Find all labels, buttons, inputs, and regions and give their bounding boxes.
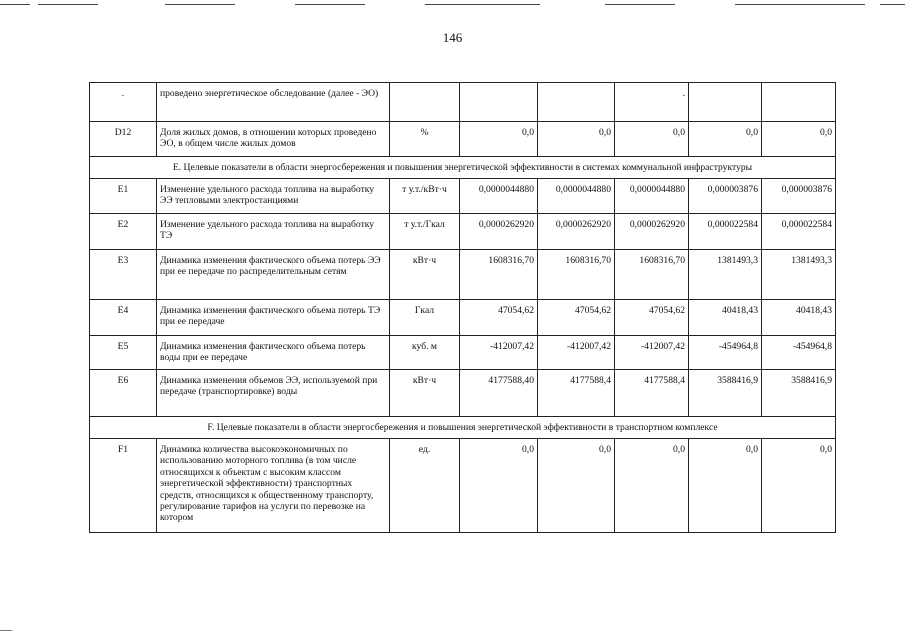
value-cell: 0,0 <box>460 439 538 533</box>
value-cell: 0,0000262920 <box>538 214 615 250</box>
value-cell: 0,0 <box>460 122 538 157</box>
indicator-name: Изменение удельного расхода топлива на выработку ЭЭ тепловыми электростанциями <box>157 179 390 214</box>
value-cell: -454964,8 <box>689 336 762 370</box>
value-cell <box>538 83 615 122</box>
value-cell <box>762 83 836 122</box>
indicator-code: D12 <box>90 122 157 157</box>
value-cell: 0,0000262920 <box>460 214 538 250</box>
indicator-code: . <box>90 83 157 122</box>
table-row <box>90 83 836 122</box>
value-cell: 0,0 <box>689 439 762 533</box>
value-cell: -454964,8 <box>762 336 836 370</box>
page-number: 146 <box>442 30 463 45</box>
value-cell: 0,0000044880 <box>460 179 538 214</box>
indicator-code: F1 <box>90 439 157 533</box>
indicator-name: Динамика изменения фактического объема потерь ЭЭ при ее передаче по распределительным сетям <box>157 250 390 300</box>
value-cell: 0,0 <box>762 122 836 157</box>
table-row <box>90 250 836 300</box>
edge-mark <box>0 630 12 631</box>
value-cell: -412007,42 <box>460 336 538 370</box>
unit-cell: кВт·ч <box>390 250 460 300</box>
value-cell: 0,000003876 <box>762 179 836 214</box>
table-row <box>90 179 836 214</box>
unit-cell <box>390 83 460 122</box>
section-row <box>90 417 836 439</box>
value-cell: 0,0 <box>615 439 689 533</box>
unit-cell: кВт·ч <box>390 370 460 417</box>
indicators-table <box>89 82 836 533</box>
value-cell: 1608316,70 <box>615 250 689 300</box>
indicator-code: E6 <box>90 370 157 417</box>
indicator-code: E4 <box>90 300 157 336</box>
value-cell: 0,000022584 <box>762 214 836 250</box>
value-cell: 4177588,4 <box>538 370 615 417</box>
value-cell: 1608316,70 <box>538 250 615 300</box>
indicator-name: Динамика изменения фактического объема потерь воды при ее передаче <box>157 336 390 370</box>
value-cell: . <box>615 83 689 122</box>
header-rule-2 <box>38 4 98 5</box>
value-cell: 47054,62 <box>538 300 615 336</box>
unit-cell: т у.т./кВт·ч <box>390 179 460 214</box>
unit-cell: Гкал <box>390 300 460 336</box>
value-cell: 1381493,3 <box>762 250 836 300</box>
table-row <box>90 122 836 157</box>
value-cell: 0,0 <box>762 439 836 533</box>
table-row <box>90 336 836 370</box>
value-cell: -412007,42 <box>538 336 615 370</box>
indicator-code: E2 <box>90 214 157 250</box>
value-cell: 0,0000044880 <box>538 179 615 214</box>
value-cell: 0,0 <box>615 122 689 157</box>
value-cell: 3588416,9 <box>762 370 836 417</box>
indicator-name: Доля жилых домов, в отношении которых проведено ЭО, в общем числе жилых домов <box>157 122 390 157</box>
indicator-name: Динамика изменения объемов ЭЭ, используемой при передаче (транспортировке) воды <box>157 370 390 417</box>
unit-cell: т у.т./Гкал <box>390 214 460 250</box>
value-cell: 0,0000262920 <box>615 214 689 250</box>
section-row <box>90 157 836 179</box>
header-rule-8 <box>880 4 905 5</box>
value-cell: 4177588,4 <box>615 370 689 417</box>
value-cell: 0,000003876 <box>689 179 762 214</box>
indicator-code: E1 <box>90 179 157 214</box>
header-rule-1 <box>0 4 30 5</box>
value-cell: 4177588,40 <box>460 370 538 417</box>
value-cell: 0,000022584 <box>689 214 762 250</box>
header-rule-7 <box>735 4 865 5</box>
value-cell: 40418,43 <box>689 300 762 336</box>
table-row <box>90 300 836 336</box>
section-heading: F. Целевые показатели в области энергосбережения и повышения энергетической эффективности в транспортном комплексе <box>90 417 836 439</box>
value-cell: -412007,42 <box>615 336 689 370</box>
indicator-name: Динамика изменения фактического объема потерь ТЭ при ее передаче <box>157 300 390 336</box>
value-cell: 47054,62 <box>615 300 689 336</box>
table-row <box>90 370 836 417</box>
indicator-name: Изменение удельного расхода топлива на выработку ТЭ <box>157 214 390 250</box>
table-row <box>90 439 836 533</box>
value-cell: 0,0 <box>538 439 615 533</box>
header-rule-6 <box>605 4 675 5</box>
value-cell: 47054,62 <box>460 300 538 336</box>
section-heading: E. Целевые показатели в области энергосбережения и повышения энергетической эффективности в системах коммунальной инфраструктуры <box>90 157 836 179</box>
value-cell: 1381493,3 <box>689 250 762 300</box>
unit-cell: % <box>390 122 460 157</box>
table-row <box>90 214 836 250</box>
header-rule-3 <box>165 4 235 5</box>
value-cell: 1608316,70 <box>460 250 538 300</box>
indicator-name: Динамика количества высокоэкономичных по использованию моторного топлива (в том числе относящихся к объектам с высоким классом энергетической эффективности) транспортных средств, относящихся к общественному транспорту, регулирование тарифов на услуги по перевозке на котором <box>157 439 390 533</box>
indicator-code: E5 <box>90 336 157 370</box>
value-cell: 40418,43 <box>762 300 836 336</box>
header-rule-4 <box>295 4 365 5</box>
value-cell <box>689 83 762 122</box>
unit-cell: ед. <box>390 439 460 533</box>
indicator-code: E3 <box>90 250 157 300</box>
indicator-name: проведено энергетическое обследование (далее - ЭО) <box>157 83 390 122</box>
value-cell: 3588416,9 <box>689 370 762 417</box>
value-cell: 0,0000044880 <box>615 179 689 214</box>
header-rule-5 <box>425 4 540 5</box>
value-cell: 0,0 <box>538 122 615 157</box>
value-cell: 0,0 <box>689 122 762 157</box>
value-cell <box>460 83 538 122</box>
unit-cell: куб. м <box>390 336 460 370</box>
